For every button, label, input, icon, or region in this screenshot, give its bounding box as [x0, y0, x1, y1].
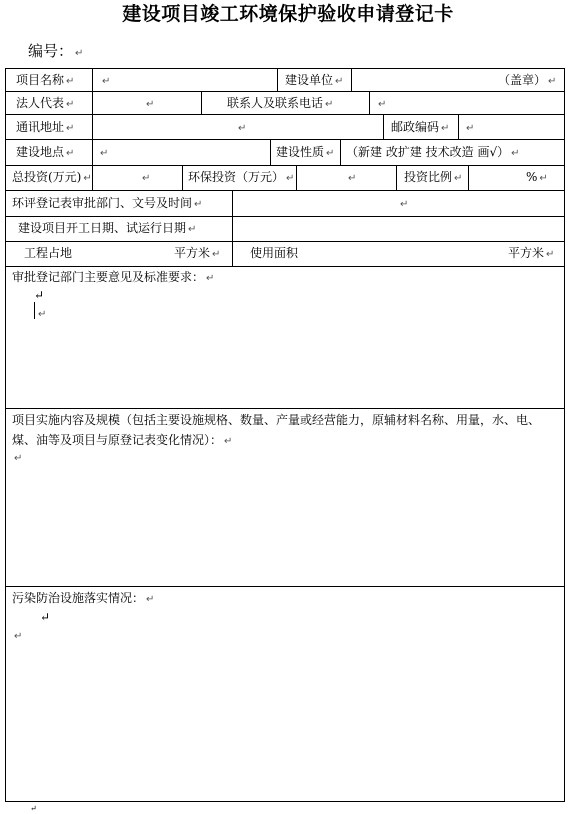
row-divider — [6, 91, 564, 92]
paragraph-mark-icon: ↵ — [335, 76, 344, 87]
paragraph-mark-icon: ↵ — [34, 288, 45, 302]
nature-options[interactable]: （新建 改扩建 技术改造 画√） ↵ — [346, 145, 520, 159]
section-approval-opinion: 审批登记部门主要意见及标准要求： ↵ — [12, 270, 215, 284]
label-address: 通讯地址 ↵ — [16, 120, 75, 134]
input-eia-approval[interactable] — [398, 195, 408, 213]
label-location: 建设地点 ↵ — [16, 145, 75, 159]
row-divider — [6, 190, 564, 191]
row-divider — [6, 216, 564, 217]
paragraph-mark-icon: ↵ — [40, 610, 51, 624]
paragraph-mark-icon: ↵ — [38, 309, 47, 320]
implementation-input[interactable] — [12, 449, 22, 467]
paragraph-mark-icon: ↵ — [286, 173, 295, 184]
label-invest-ratio: 投资比例 ↵ — [404, 170, 463, 184]
paragraph-mark-icon: ↵ — [66, 76, 75, 87]
label-construction-unit: 建设单位 ↵ — [285, 73, 344, 87]
label-use-area: 使用面积 — [250, 246, 299, 260]
paragraph-mark-icon: ↵ — [454, 173, 463, 184]
paragraph-mark-icon: ↵ — [102, 76, 111, 87]
row-divider — [6, 165, 564, 166]
input-env-invest[interactable] — [346, 169, 356, 187]
percent-sign: % ↵ — [526, 170, 548, 184]
paragraph-mark-icon: ↵ — [539, 173, 548, 184]
label-total-invest: 总投资(万元) ↵ — [12, 170, 92, 184]
label-dates: 建设项目开工日期、试运行日期 ↵ — [18, 221, 197, 235]
paragraph-mark-icon: ↵ — [238, 123, 247, 134]
text-cursor — [34, 302, 35, 319]
unit-land-area: 平方米 ↵ — [174, 246, 221, 260]
approval-opinion-input[interactable] — [36, 305, 46, 323]
label-nature: 建设性质 ↵ — [276, 145, 335, 159]
paragraph-mark-icon: ↵ — [30, 804, 37, 813]
label-legal-rep: 法人代表 ↵ — [16, 96, 75, 110]
pollution-input[interactable] — [12, 627, 22, 645]
label-postcode: 邮政编码 ↵ — [391, 120, 450, 134]
input-total-invest[interactable] — [140, 169, 150, 187]
page-title: 建设项目竣工环境保护验收申请登记卡 — [122, 3, 454, 25]
unit-use-area: 平方米 ↵ — [508, 246, 555, 260]
paragraph-mark-icon: ↵ — [348, 173, 357, 184]
paragraph-mark-icon: ↵ — [194, 199, 203, 210]
paragraph-mark-icon: ↵ — [66, 99, 75, 110]
paragraph-mark-icon: ↵ — [511, 148, 520, 159]
label-contact: 联系人及联系电话 ↵ — [227, 96, 334, 110]
paragraph-mark-icon: ↵ — [14, 631, 23, 642]
section-pollution: 污染防治设施落实情况： ↵ — [12, 591, 155, 605]
row-divider — [6, 139, 564, 140]
row-divider — [6, 241, 564, 242]
paragraph-mark-icon: ↵ — [83, 173, 92, 184]
paragraph-mark-icon: ↵ — [66, 148, 75, 159]
serial-label: 编号： — [28, 42, 74, 60]
label-env-invest: 环保投资（万元） ↵ — [188, 170, 295, 184]
paragraph-mark-icon: ↵ — [441, 123, 450, 134]
row-divider — [6, 114, 564, 115]
paragraph-mark-icon: ↵ — [400, 199, 409, 210]
seal-note: （盖章） ↵ — [498, 73, 557, 87]
input-project-name[interactable] — [100, 72, 110, 90]
paragraph-mark-icon: ↵ — [188, 224, 197, 235]
input-postcode[interactable] — [464, 119, 474, 137]
paragraph-mark-icon: ↵ — [378, 99, 387, 110]
section-implementation: 项目实施内容及规模（包括主要设施规格、数量、产量或经营能力，原辅材料名称、用量，水、电、煤、油等及项目与原登记表变化情况）： ↵ — [12, 413, 541, 447]
paragraph-mark-icon: ↵ — [212, 249, 221, 260]
paragraph-mark-icon: ↵ — [146, 99, 155, 110]
serial-number — [28, 41, 83, 64]
paragraph-mark-icon: ↵ — [546, 249, 555, 260]
label-land-area: 工程占地 — [24, 246, 73, 260]
input-contact[interactable] — [376, 95, 386, 113]
label-eia-approval: 环评登记表审批部门、文号及时间 ↵ — [12, 196, 203, 210]
paragraph-mark-icon: ↵ — [325, 99, 334, 110]
section-divider — [6, 408, 564, 409]
paragraph-mark-icon: ↵ — [326, 148, 335, 159]
paragraph-mark-icon: ↵ — [66, 123, 75, 134]
paragraph-mark-icon: ↵ — [100, 148, 109, 159]
paragraph-mark-icon: ↵ — [142, 173, 151, 184]
input-location[interactable] — [98, 144, 108, 162]
section-divider — [6, 586, 564, 587]
paragraph-mark-icon: ↵ — [466, 123, 475, 134]
row-divider — [6, 266, 564, 267]
paragraph-mark-icon: ↵ — [146, 594, 155, 605]
label-project-name: 项目名称 ↵ — [16, 73, 75, 87]
input-address[interactable] — [236, 119, 246, 137]
paragraph-mark-icon: ↵ — [548, 76, 557, 87]
registration-form-table — [5, 68, 565, 802]
input-legal-rep[interactable] — [144, 95, 154, 113]
paragraph-mark-icon: ↵ — [14, 453, 23, 464]
paragraph-mark-icon: ↵ — [206, 273, 215, 284]
paragraph-mark-icon: ↵ — [75, 48, 84, 59]
paragraph-mark-icon: ↵ — [224, 436, 233, 447]
